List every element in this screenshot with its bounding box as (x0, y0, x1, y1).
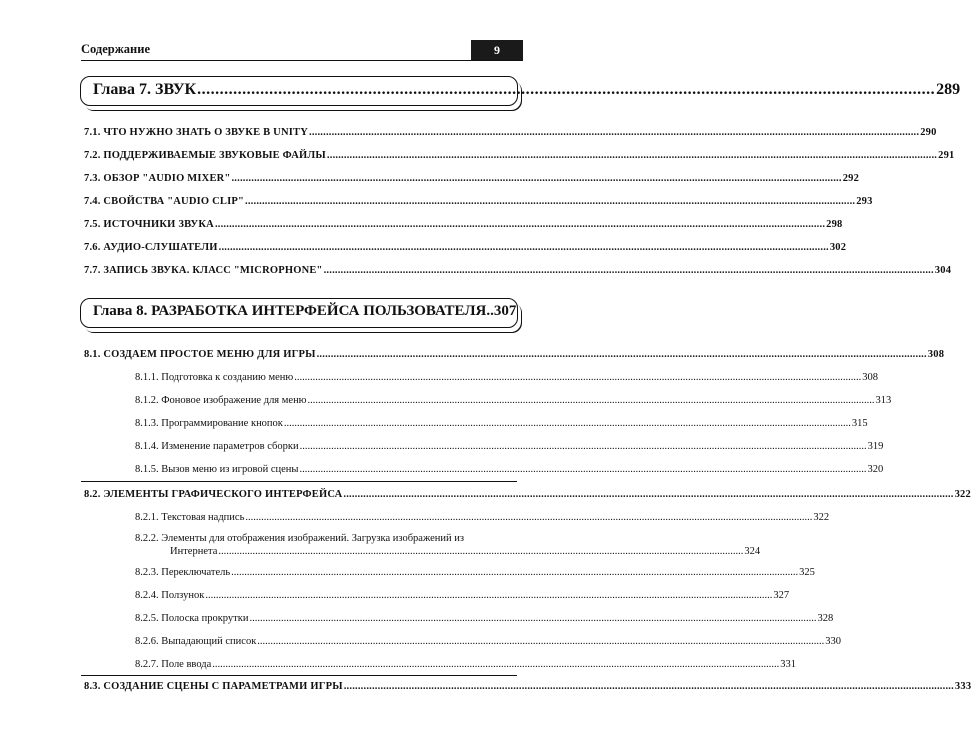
leader-dots (257, 635, 824, 648)
toc-subsection-8-2-5[interactable] (135, 612, 834, 625)
leader-dots (245, 195, 855, 208)
toc-section-page: 322 (954, 489, 971, 500)
toc-subsection-page: 327 (773, 590, 790, 601)
toc-section-label: 8.3. СОЗДАНИЕ СЦЕНЫ С ПАРАМЕТРАМИ ИГРЫ (84, 681, 343, 692)
leader-dots (294, 371, 861, 384)
toc-section-page: 291 (938, 150, 955, 161)
toc-subsection-label: 8.2.6. Выпадающий список (135, 636, 257, 647)
toc-section-7-7[interactable] (84, 264, 952, 277)
toc-section-label: 8.1. СОЗДАЕМ ПРОСТОЕ МЕНЮ ДЛЯ ИГРЫ (84, 349, 316, 360)
section-divider (81, 481, 517, 482)
toc-section-7-3[interactable] (84, 172, 860, 185)
toc-subsection-label: 8.1.1. Подготовка к созданию меню (135, 372, 294, 383)
toc-subsection-8-1-3[interactable] (135, 417, 868, 430)
toc-section-page: 290 (920, 127, 937, 138)
toc-section-7-5[interactable] (84, 218, 843, 231)
toc-section-page: 293 (856, 196, 873, 207)
toc-subsection-label: 8.2.3. Переключатель (135, 567, 231, 578)
leader-dots (249, 612, 816, 625)
toc-section-page: 292 (842, 173, 860, 184)
toc-subsection-page: 320 (867, 464, 884, 475)
toc-subsection-page: 325 (799, 567, 815, 578)
leader-dots (327, 149, 937, 162)
toc-section-7-6[interactable] (84, 241, 847, 254)
toc-subsection-page: 331 (780, 659, 797, 670)
toc-subsection-8-2-3[interactable] (135, 566, 815, 579)
toc-subsection-label: 8.2.1. Текстовая надпись (135, 512, 245, 523)
toc-section-label: 7.4. СВОЙСТВА "AUDIO CLIP" (84, 196, 245, 207)
leader-dots (309, 126, 919, 139)
toc-subsection-8-2-2[interactable] (135, 532, 761, 558)
toc-section-label: 7.7. ЗАПИСЬ ЗВУКА. КЛАСС "MICROPHONE" (84, 265, 323, 276)
leader-dots (284, 417, 851, 430)
toc-subsection-page: 324 (744, 546, 761, 557)
chapter-7-heading[interactable] (80, 76, 961, 106)
toc-subsection-page: 330 (825, 636, 842, 647)
toc-section-8-2[interactable] (84, 488, 971, 501)
toc-subsection-8-1-2[interactable] (135, 394, 892, 407)
toc-subsection-8-2-6[interactable] (135, 635, 842, 648)
toc-subsection-label: 8.1.2. Фоновое изображение для меню (135, 395, 307, 406)
toc-section-7-1[interactable] (84, 126, 937, 139)
running-header (81, 40, 523, 61)
chapter-8-page: 307 (493, 303, 517, 319)
leader-dots (308, 394, 875, 407)
toc-subsection-8-1-1[interactable] (135, 371, 878, 384)
toc-section-7-2[interactable] (84, 149, 955, 162)
toc-subsection-8-2-4[interactable] (135, 589, 790, 602)
leader-dots (299, 463, 866, 476)
leader-dots (218, 545, 743, 558)
toc-subsection-page: 322 (813, 512, 830, 523)
toc-subsection-page: 315 (851, 418, 868, 429)
toc-subsection-8-1-5[interactable] (135, 463, 884, 476)
leader-dots (219, 241, 829, 254)
leader-dots (324, 264, 934, 277)
toc-section-page: 302 (829, 242, 847, 253)
leader-dots (317, 348, 927, 361)
running-header-title: Содержание (81, 42, 151, 56)
leader-dots (197, 81, 935, 99)
toc-section-page: 304 (934, 265, 952, 276)
toc-section-7-4[interactable] (84, 195, 873, 208)
leader-dots (343, 488, 953, 501)
chapter-7-title: Глава 7. ЗВУК (93, 81, 197, 98)
toc-subsection-page: 313 (875, 395, 892, 406)
toc-section-label: 7.5. ИСТОЧНИКИ ЗВУКА (84, 219, 214, 230)
page-number-badge: 9 (471, 40, 523, 60)
toc-subsection-page: 328 (817, 613, 834, 624)
toc-subsection-8-1-4[interactable] (135, 440, 884, 453)
leader-dots (215, 218, 825, 231)
toc-subsection-label: 8.1.4. Изменение параметров сборки (135, 441, 299, 452)
toc-section-page: 308 (927, 349, 945, 360)
toc-subsection-label: 8.2.7. Поле ввода (135, 659, 212, 670)
leader-dots (205, 589, 772, 602)
leader-dots (344, 680, 954, 693)
toc-section-label: 7.1. ЧТО НУЖНО ЗНАТЬ О ЗВУКЕ В UNITY (84, 127, 308, 138)
chapter-8-title: Глава 8. РАЗРАБОТКА ИНТЕРФЕЙСА ПОЛЬЗОВАТЕЛЯ.. (93, 303, 494, 319)
toc-section-page: 333 (954, 681, 971, 692)
leader-dots (231, 172, 841, 185)
toc-subsection-label: 8.1.5. Вызов меню из игровой сцены (135, 464, 299, 475)
toc-subsection-label: 8.2.4. Ползунок (135, 590, 205, 601)
section-divider (81, 675, 517, 676)
toc-section-page: 298 (826, 219, 843, 230)
leader-dots (231, 566, 798, 579)
chapter-7-page: 289 (936, 81, 961, 98)
leader-dots (245, 511, 812, 524)
chapter-8-heading[interactable] (80, 298, 518, 328)
toc-subsection-label: 8.2.5. Полоска прокрутки (135, 613, 249, 624)
toc-section-label: 8.2. ЭЛЕМЕНТЫ ГРАФИЧЕСКОГО ИНТЕРФЕЙСА (84, 489, 343, 500)
toc-section-8-1[interactable] (84, 348, 945, 361)
toc-subsection-page: 319 (867, 441, 884, 452)
toc-section-label: 7.2. ПОДДЕРЖИВАЕМЫЕ ЗВУКОВЫЕ ФАЙЛЫ (84, 150, 326, 161)
toc-subsection-8-2-1[interactable] (135, 511, 830, 524)
toc-subsection-label: 8.2.2. Элементы для отображения изображений. Загрузка изображений из (135, 533, 464, 544)
toc-section-label: 7.6. АУДИО-СЛУШАТЕЛИ (84, 242, 218, 253)
toc-section-8-3[interactable] (84, 680, 971, 693)
toc-subsection-page: 308 (862, 372, 878, 383)
toc-section-label: 7.3. ОБЗОР "AUDIO MIXER" (84, 173, 231, 184)
leader-dots (212, 658, 779, 671)
toc-subsection-label-continued: Интернета (170, 546, 218, 557)
toc-subsection-8-2-7[interactable] (135, 658, 797, 671)
leader-dots (300, 440, 867, 453)
toc-subsection-label: 8.1.3. Программирование кнопок (135, 418, 283, 429)
